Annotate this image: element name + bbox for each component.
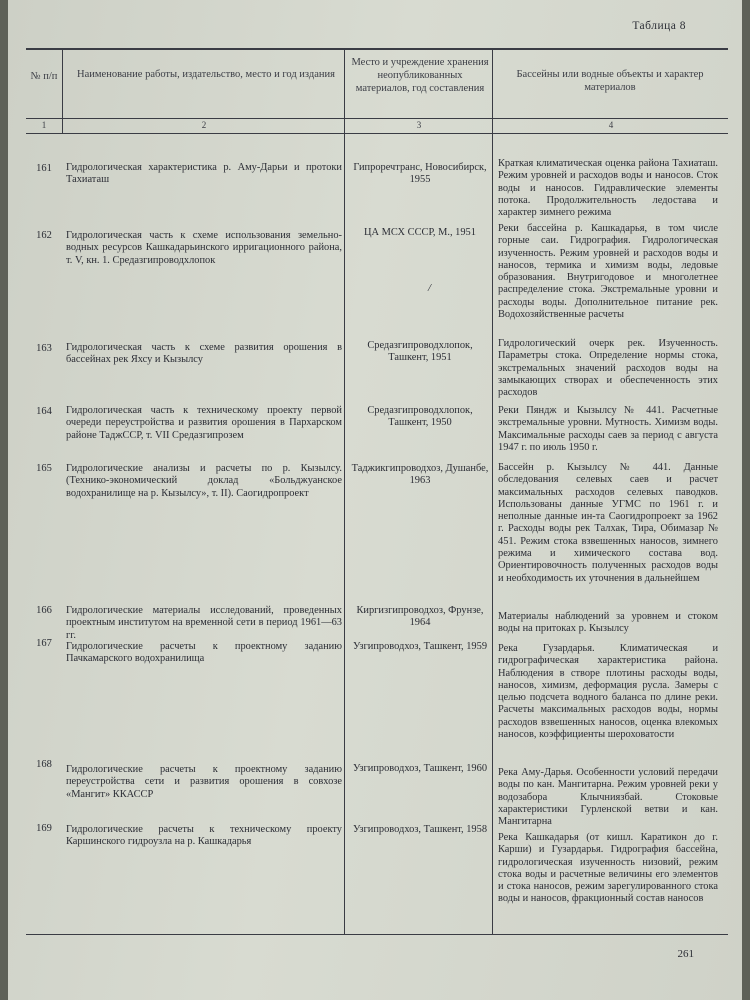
row-number: 169 xyxy=(36,823,52,834)
material-description: Бассейн р. Кызылсу № 441. Данные обследования селевых саев и расчет максимальных расходов селевых паводков. Использованы данные УГМС по 1961 г. и неполные данные ин-та Саогидропроект за 1962 г. Расходы воды рек Талхак, Тира, Обимазар № 451. Режим стока взвешенных наносов, зимнего режима и химического состава вод. Ориентировочность полученных расходов воды и необходимость их уточнения в дальнейшем xyxy=(498,462,718,584)
column-number-4: 4 xyxy=(608,120,614,130)
column-divider-3 xyxy=(492,49,493,935)
row-number: 164 xyxy=(36,406,52,417)
header-number: № п/п xyxy=(30,71,58,82)
work-title: Гидрологическая часть к схеме развития орошения в бассейнах рек Яхсу и Кызылсу xyxy=(66,342,342,366)
material-description: Гидрологический очерк рек. Изученность. Параметры стока. Определение нормы стока, экстремальных значений расходов воды на замыкающих створах и обеспеченность этих расходов xyxy=(498,338,718,399)
row-number: 162 xyxy=(36,230,52,241)
row-number: 163 xyxy=(36,343,52,354)
table-bottom-rule xyxy=(26,934,728,935)
work-title: Гидрологические материалы исследований, проведенных проектным институтом на временной сети в период 1961—63 гг. xyxy=(66,605,342,641)
storage-place: Гипроречтранс, Новосибирск, 1955 xyxy=(353,162,487,186)
row-number: 168 xyxy=(36,759,52,770)
table-top-rule xyxy=(26,48,728,50)
header-rule xyxy=(26,118,728,119)
storage-place: Узгипроводхоз, Ташкент, 1959 xyxy=(352,641,488,652)
page-number: 261 xyxy=(677,948,694,960)
storage-place: Средазгипроводхлопок, Ташкент, 1950 xyxy=(367,405,473,429)
material-description: Краткая климатическая оценка района Тахиаташ. Режим уровней и расходов воды и наносов. Сток воды и наносов. Гидравлические элементы потока. Продолжительность ледостава и характер зимнего режима xyxy=(498,158,718,219)
row-number: 166 xyxy=(36,605,52,616)
row-number: 167 xyxy=(36,638,52,649)
row-number: 161 xyxy=(36,163,52,174)
material-description: Река Гузардарья. Климатическая и гидрографическая характеристика района. Наблюдения в створе плотины расходы воды, наносов, химизм, деформация русла. Замеры с целью подсчета водного баланса по длине реки. Расчеты максимальных расходов воды, нормы расходов взвешенных наносов, оценка влекомых наносов, коэффициенты шероховатости xyxy=(498,643,718,741)
column-number-3: 3 xyxy=(416,120,422,130)
margin-mark: / xyxy=(428,282,432,294)
storage-place: Узгипроводхоз, Ташкент, 1958 xyxy=(352,824,488,835)
material-description: Реки бассейна р. Кашкадарья, в том числе горные саи. Гидрография. Гидрологическая изученность. Режим уровней и расходов воды и наносов, термика и химизм воды, ледовые образования. Внутригодовое и многолетнее распределение стока. Экстремальные уровни и расходы воды. Дополнительное питание рек. Водохозяйственные расчеты xyxy=(498,223,718,321)
material-description: Река Кашкадарья (от кишл. Каратикон до г. Карши) и Гузардарья. Гидрография бассейна, гидрологическая изученность низовий, режим стока воды и расчетные величины его элементов и стока наносов, режим зарегулированного стока воды и наносов, фракционный состав наносов xyxy=(498,832,718,905)
table-label: Таблица 8 xyxy=(632,20,686,32)
column-number-2: 2 xyxy=(201,120,207,130)
document-page xyxy=(8,0,742,1000)
storage-place: Узгипроводхоз, Ташкент, 1960 xyxy=(352,763,488,774)
material-description: Река Аму-Дарья. Особенности условий передачи воды по кан. Мангитарна. Режим уровней реки у водозабора Клычниязбай. Стоковые характеристики Гурленской ветви и кан. Мангитарна xyxy=(498,767,718,828)
column-number-rule xyxy=(26,133,728,134)
column-divider-2 xyxy=(344,49,345,935)
header-place: Место и учреждение хранения неопубликованных материалов, год составления xyxy=(351,57,489,94)
header-title: Наименование работы, издательство, место и год издания xyxy=(77,69,335,80)
storage-place: Средазгипроводхлопок, Ташкент, 1951 xyxy=(367,340,473,364)
material-description: Материалы наблюдений за уровнем и стоком воды на притоках р. Кызылсу xyxy=(498,611,718,635)
column-divider-1 xyxy=(62,49,63,134)
work-title: Гидрологические расчеты к проектному заданию переустройства сети и развития орошения в совхозе «Мангит» ККАССР xyxy=(66,764,342,800)
work-title: Гидрологическая характеристика р. Аму-Дарьи и протоки Тахиаташ xyxy=(66,162,342,186)
row-number: 165 xyxy=(36,463,52,474)
header-description: Бассейны или водные объекты и характер материалов xyxy=(516,69,704,93)
work-title: Гидрологические анализы и расчеты по р. Кызылсу. (Технико-экономический доклад «Больджуанское водохранилище на р. Кызылсу», т. II). Саогидропроект xyxy=(66,463,342,499)
storage-place: Киргизгипроводхоз, Фрунзе, 1964 xyxy=(356,605,484,629)
work-title: Гидрологические расчеты к проектному заданию Пачкамарского водохранилища xyxy=(66,641,342,665)
column-number-1: 1 xyxy=(41,120,47,130)
storage-place: Таджикгипроводхоз, Душанбе, 1963 xyxy=(351,463,489,487)
work-title: Гидрологическая часть к техническому проекту первой очереди переустройства и развития орошения в Пархарском районе ТаджССР, т. VII Средазгипрозем xyxy=(66,405,342,441)
material-description: Реки Пяндж и Кызылсу № 441. Расчетные экстремальные уровни. Мутность. Химизм воды. Максимальные расходы саев за период с августа 1947 г. по июль 1950 г. xyxy=(498,405,718,453)
storage-place: ЦА МСХ СССР, М., 1951 xyxy=(364,227,476,238)
work-title: Гидрологические расчеты к техническому проекту Каршинского гидроузла на р. Кашкадарья xyxy=(66,824,342,848)
work-title: Гидрологическая часть к схеме использования земельно-водных ресурсов Кашкадарьинского ирригационного района, т. V, кн. 1. Средазгипроводхлопок xyxy=(66,230,342,266)
